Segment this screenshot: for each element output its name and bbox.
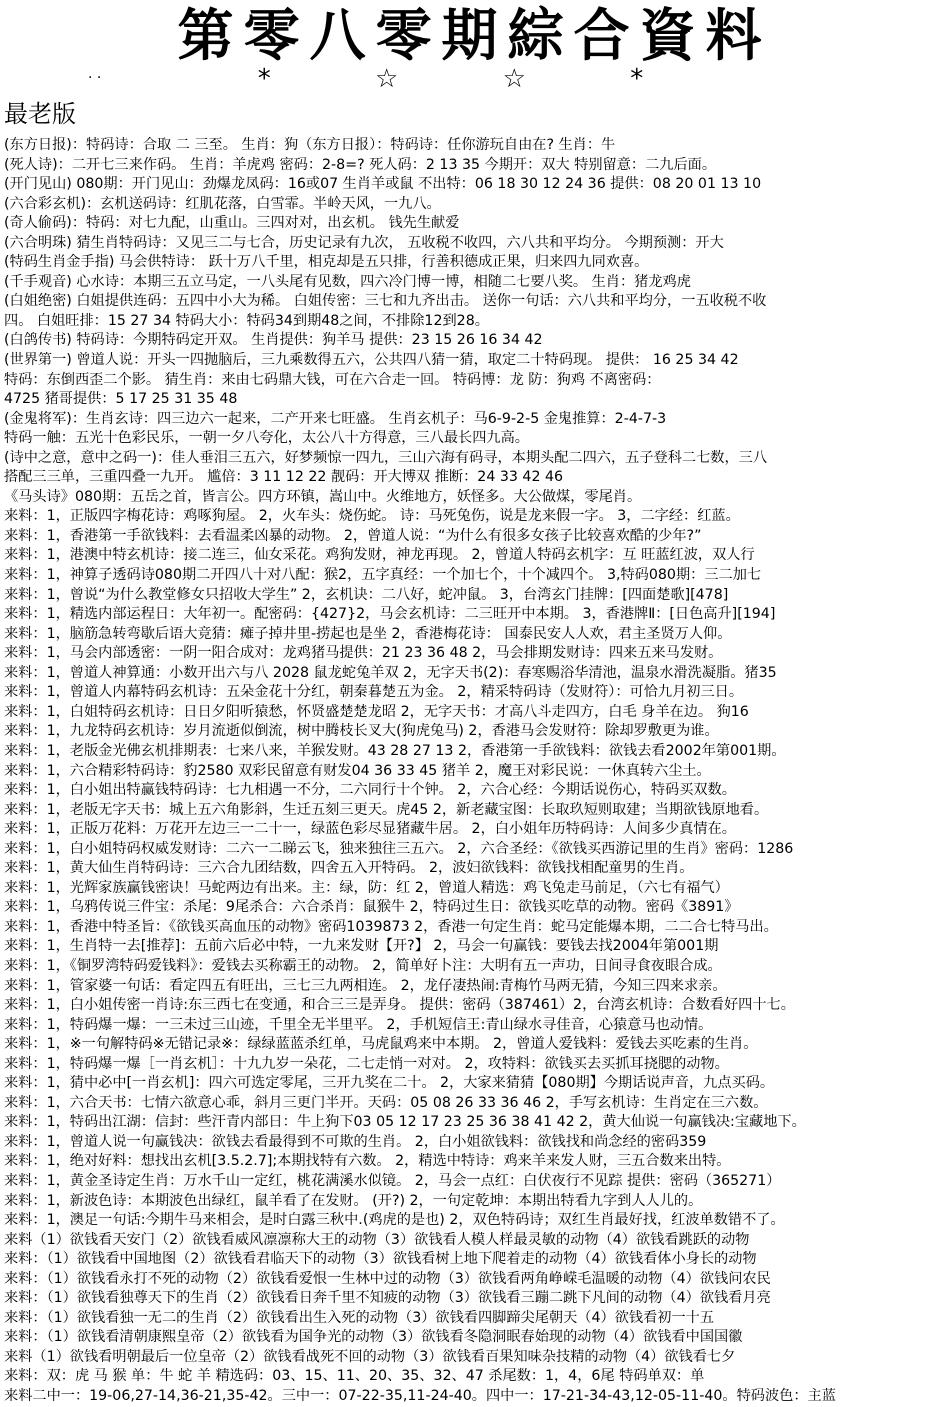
- text-line: 特码一触：五光十色彩民乐，一朝一夕八夸化，太公八十方得意，三八最长四九高。: [4, 430, 529, 447]
- text-line: 来料：（1）欲钱看清朝康熙皇帝（2）欲钱看为国争光的动物（3）欲钱看冬隐洞眠春始现的动物（4）欲钱看中国国徽: [4, 1329, 743, 1346]
- text-line: 来料：1，曾道人内幕特码玄机诗：五朵金花十分红，朝秦暮楚五为金。 2，精采特码诗（发财符）：可恰九月初三日。: [4, 684, 744, 701]
- text-line: 来料：1，黄大仙生肖特码诗：三六合九团结数，四舍五入开特码。 2，波妇欲钱料：欲钱找相配童男的生肖。: [4, 860, 694, 877]
- text-line: (六合明珠) 猜生肖特码诗：又见三二与七合，历史记录有九次， 五收税不收四，六八共和平均分。 今期预测：开大: [4, 234, 724, 251]
- text-line: 来料：1，白小姐特码权威发财诗：二六一二睇云飞，独来独往三五六。 2，六合圣经：《欲钱买西游记里的生肖》密码：1286: [4, 840, 794, 857]
- text-line: 来料：1，白小姐传密一肖诗:东三西七在变通，和合三三是弄身。 提供：密码（387461）2，台湾玄机诗：合数看好四十七。: [4, 997, 795, 1014]
- header-stars: * ☆ ☆ *: [257, 64, 692, 94]
- text-line: (特码生肖金手指) 马会供特诗： 跃十万八千里，相克却是五只排，行善积德成正果，归来四九同欢喜。: [4, 254, 649, 271]
- text-line: 来料：1，曾说“为什么教堂修女只招收大学生” 2，玄机诀：二八好，蛇冲鼠。 3，台湾玄门挂牌：[四面楚歌][478]: [4, 586, 729, 603]
- text-line: 来料：1，正版万花料：万花开左边三一二十一，绿蓝色彩尽显猪藏牛居。 2，白小姐年历特码诗：人间多少真情在。: [4, 821, 736, 838]
- text-line: 来料：1，光辉家族赢钱密诀！马蛇两边有出来。主：绿，防：红 2，曾道人精选：鸡飞兔走马前足，（六七有福气）: [4, 879, 729, 896]
- text-line: 来料：1，老版金光佛玄机排期表：七来八来，羊猴发财。43 28 27 13 2，香港第一手欲钱料：欲钱去看2002年第001期。: [4, 742, 786, 759]
- text-line: 来料：1，精选内部运程日：大年初一。配密码：{427}2，马会玄机诗：二三旺开中本期。 3，香港牌Ⅱ：[日色高升][194]: [4, 606, 776, 623]
- text-line: 来料：1，港澳中特玄机诗：接二连三，仙女采花。鸡狗发财，神龙再现。 2，曾道人特码玄机字：互 旺蓝红波，双人行: [4, 547, 755, 564]
- text-line: 搭配三三单，三重四叠一九开。 尴倍：3 11 12 22 靓码：开大博双 推断：24 33 42 46: [4, 469, 564, 486]
- text-line: 《马头诗》080期：五岳之首，皆言公。四方环镇，嵩山中。火维地方，妖怪多。大公做煤，零尾肖。: [4, 488, 642, 505]
- text-line: 4725 猪哥提供：5 17 25 31 35 48: [4, 391, 238, 408]
- text-line: 来料：（1）欲钱看中国地图（2）欲钱看君临天下的动物（3）欲钱看树上地下爬着走的动物（4）欲钱看体小身长的动物: [4, 1251, 757, 1268]
- text-line: (诗中之意，意中之码一)：佳人垂泪三五六，好梦频惊一四九，三山六海有码寻，本期头配二四六，五子登科二七数，三八: [4, 449, 768, 466]
- text-line: (世界第一) 曾道人说：开头一四抛脑后，三九乘数得五六，公共四八猜一猜，取定二十特码现。 提供： 16 25 34 42: [4, 352, 739, 369]
- text-line: 来料：1，老版无字天书：城上五六角影斜，生迁五刻三更天。虎45 2，新老藏宝图：长取玖短则取建；当期欲钱原地看。: [4, 801, 769, 818]
- text-line: 来料：1，绝对好料：想找出玄机[3.5.2.7];本期找特有六数。 2，精选中特诗：鸡来羊来发人财，三五合数来出特。: [4, 1153, 731, 1170]
- edition-label: 最老版: [4, 100, 76, 128]
- text-line: 来料：1，六合精彩特码诗：豹2580 双彩民留意有财发04 36 33 45 猪羊 2，魔王对彩民说：一休真转六尘土。: [4, 762, 711, 779]
- text-line: (奇人偷码)：特码：对七九配，山重山。三四对对，出玄机。 钱先生献爱: [4, 215, 460, 232]
- text-line: 来料：1，黄金圣诗定生肖：万水千山一定红，桃花满溪水似镜。 2，马会一点红：白伏夜行不见踪 提供：密码（365271）: [4, 1172, 781, 1189]
- text-line: 来料：1，《铜罗湾特码爱钱料》：爱钱去买称霸王的动物。 2，简单好卜注：大明有五一声功，日间寻食夜眼合成。: [4, 957, 722, 974]
- text-line: (千手观音) 心水诗：本期三五立马定，一八头尾有见数，四六冷门博一博，相随二七要八奖。 生肖：猪龙鸡虎: [4, 273, 691, 290]
- text-line: 来料：1，特码爆一爆［一肖玄机］：十九九岁一朵花，二七走悄一对对。 2，攻特料：欲钱买去买抓耳挠腮的动物。: [4, 1055, 729, 1072]
- text-line: 来料：1，马会内部透密：一阴一阳合成对：龙鸡猪马提供：21 23 36 48 2，马会排期发财诗：四来五来马发财。: [4, 645, 723, 662]
- text-line: (开门见山) 080期：开门见山：劲爆龙凤码：16或07 生肖羊或鼠 不出特：06 18 30 12 24 36 提供：08 20 01 13 10: [4, 176, 762, 193]
- text-line: 来料（1）欲钱看明朝最后一位皇帝（2）欲钱看战死不回的动物（3）欲钱看百果知味杂技精的动物（4）欲钱看七夕: [4, 1348, 736, 1365]
- text-line: 来料：1，白姐特码玄机诗：日日夕阳听猿愁，怀贤盛楚楚龙昭 2，无字天书：才高八斗走四方，白毛 身羊在边。 狗16: [4, 703, 749, 720]
- text-line: 来料：（1）欲钱看独尊天下的生肖（2）欲钱看日奔千里不知疲的动物（3）欲钱看三蹦二跳下凡间的动物（4）欲钱看月亮: [4, 1290, 771, 1307]
- text-line: 来料：1，新波色诗：本期波色出绿红，鼠羊看了在发财。 (开?) 2，一句定乾坤：本期出特看九字到人人儿的。: [4, 1192, 703, 1209]
- text-line: (白鸽传书) 特码诗：今期特码定开双。 生肖提供：狗羊马 提供：23 15 26 16 34 42: [4, 332, 543, 349]
- text-line: (六合彩玄机)：玄机送码诗：红肌花落，白雪霏。半岭天风，一九八。: [4, 195, 441, 212]
- text-line: (金鬼将军)：生肖玄诗：四三边六一起来，二产开来七旺盛。 生肖玄机子：马6-9-2-5 金鬼推算：2-4-7-3: [4, 410, 667, 427]
- document-body: [4, 136, 947, 1404]
- text-line: 来料：1，神算子透码诗080期二开四八十对八配：猴2，五字真经：一个加七个，十个减四个。 3,特码080期：三二加七: [4, 567, 762, 584]
- text-line: 来料：1，白小姐出特赢钱特码诗：七九相遇一不分，二六同行十个钟。 2，六合心经：今期话说伤心，特码买双数。: [4, 782, 736, 799]
- text-line: 来料：1，脑筋急转弯歇后语大竞猜：瘫子掉井里-捞起也是坐 2，香港梅花诗： 国泰民安人人欢，君主圣贤万人仰。: [4, 625, 732, 642]
- text-line: 来料：1，正版四字梅花诗：鸡啄狗屋。 2，火车头：烧伤蛇。 诗：马死兔伤，说是龙来假一字。 3，二字经：红蓝。: [4, 508, 740, 525]
- text-line: 来料：1，九龙特码玄机诗：岁月流逝似倒流，树中腾枝长叉大(狗虎兔马) 2，香港马会发财符：除却罗敷更为谁。: [4, 723, 719, 740]
- text-line: 来料：1，特码出江湖：信封：些汗青内部日：牛上狗下03 05 12 17 23 25 36 38 41 42 2，黄大仙说一句赢钱决:宝藏地下。: [4, 1114, 806, 1131]
- text-line: 来料：1，六合天书：七情六欲意心乖，斜月三更门半开。天码：05 08 26 33 36 46 2，手写玄机诗：生肖定在三六数。: [4, 1094, 768, 1111]
- text-line: 来料：1，香港第一手欲钱料：去看温柔凶暴的动物。 2，曾道人说：“为什么有很多女孩子比较喜欢酷的少年?”: [4, 527, 702, 544]
- text-line: 来料：1，曾道人说一句赢钱决：欲钱去看最得到不可欺的生肖。 2，白小姐欲钱料：欲钱找和尚念经的密码359: [4, 1133, 707, 1150]
- text-line: (白姐绝密) 白姐提供连码：五四中小大为稀。 白姐传密：三七和九齐出击。 送你一句话：六八共和平均分，一五收税不收: [4, 293, 767, 310]
- text-line: 来料：1，特码爆一爆：一三未过三山迹，千里全无半里平。 2，手机短信王:青山绿水寻佳音，心猿意马也动情。: [4, 1016, 713, 1033]
- text-line: 来料：1，猜中必中[一肖玄机]：四六可选定零尾，三开九奖在二十。 2，大家来猜猜【080期】今期话说声音，九点买码。: [4, 1075, 775, 1092]
- text-line: 来料：双：虎 马 猴 单：牛 蛇 羊 精选码：03、15、11、20、35、32、47 杀尾数：1，4，6尾 特码单双：单: [4, 1368, 705, 1385]
- text-line: 来料：（1）欲钱看独一无二的生肖（2）欲钱看出生入死的动物（3）欲钱看四脚蹄尖尾朝天（4）欲钱看初一十五: [4, 1309, 715, 1326]
- text-line: 四。 白姐旺排：15 27 34 特码大小：特码34到期48之间，不排除12到28。: [4, 312, 489, 329]
- text-line: 来料：1，乌鸦传说三件宝：杀尾：9尾杀合：六合杀肖：鼠猴牛 2，特码过生日：欲钱买吃草的动物。密码《3891》: [4, 899, 739, 916]
- text-line: (死人诗)：二开七三来作码。 生肖：羊虎鸡 密码：2-8=? 死人码：2 13 35 今期开：双大 特别留意：二九后面。: [4, 156, 717, 173]
- page-title: 第零八零期綜合資料: [177, 3, 772, 69]
- text-line: 来料：1，生肖特一去[推荐]：五前六后必中特，一九来发财【开?】 2，马会一句赢钱：要钱去找2004年第001期: [4, 938, 719, 955]
- text-line: 来料：1，香港中特圣旨：《欲钱买高血压的动物》密码1039873 2，香港一句定生肖：蛇马定能爆本期，二二合七特马出。: [4, 918, 778, 935]
- header-dots: . .: [88, 66, 102, 82]
- text-line: 特码：东倒西歪二个影。 猜生肖：来由七码鼎大钱，可在六合走一回。 特码博：龙 防：狗鸡 不离密码：: [4, 371, 661, 388]
- text-line: (东方日报)：特码诗：合取 二 三至。 生肖：狗（东方日报）：特码诗：任你游玩自由在? 生肖：牛: [4, 137, 616, 153]
- text-line: 来料：（1）欲钱看永打不死的动物（2）欲钱看爱恨一生林中过的动物（3）欲钱看两角峥嵘毛温暖的动物（4）欲钱问农民: [4, 1270, 771, 1287]
- text-line: 来料：1，曾道人神算通：小数开出六与八 2028 鼠龙蛇兔羊双 2，无字天书(2)：春寒赐浴华清池，温泉水滑洗凝脂。猪35: [4, 664, 777, 681]
- text-line: 来料：1，管家婆一句话：看定四五有旺出，三七三九两相连。 2，龙仔凄热闹:青梅竹马两无猜，今知三四来求亲。: [4, 977, 727, 994]
- text-line: 来料二中一：19-06,27-14,36-21,35-42。三中一：07-22-35,11-24-40。四中一：17-21-34-43,12-05-11-40。特码波色：主蓝: [4, 1388, 836, 1404]
- text-line: 来料：1，澳足一句话:今期牛马来相会，是时白露三秋中.(鸡虎的是也) 2，双色特码诗；双红生肖最好找，红波单数错不了。: [4, 1212, 785, 1229]
- text-line: 来料：1，※一句解特码※无错记录※：绿绿蓝蓝杀红单，马虎鼠鸡来中本期。 2，曾道人爱钱料：爱钱去买吃素的生肖。: [4, 1036, 758, 1053]
- text-line: 来料（1）欲钱看天安门（2）欲钱看威风凛凛称大王的动物（3）欲钱看人模人样最灵敏的动物（4）欲钱看跳跃的动物: [4, 1231, 750, 1248]
